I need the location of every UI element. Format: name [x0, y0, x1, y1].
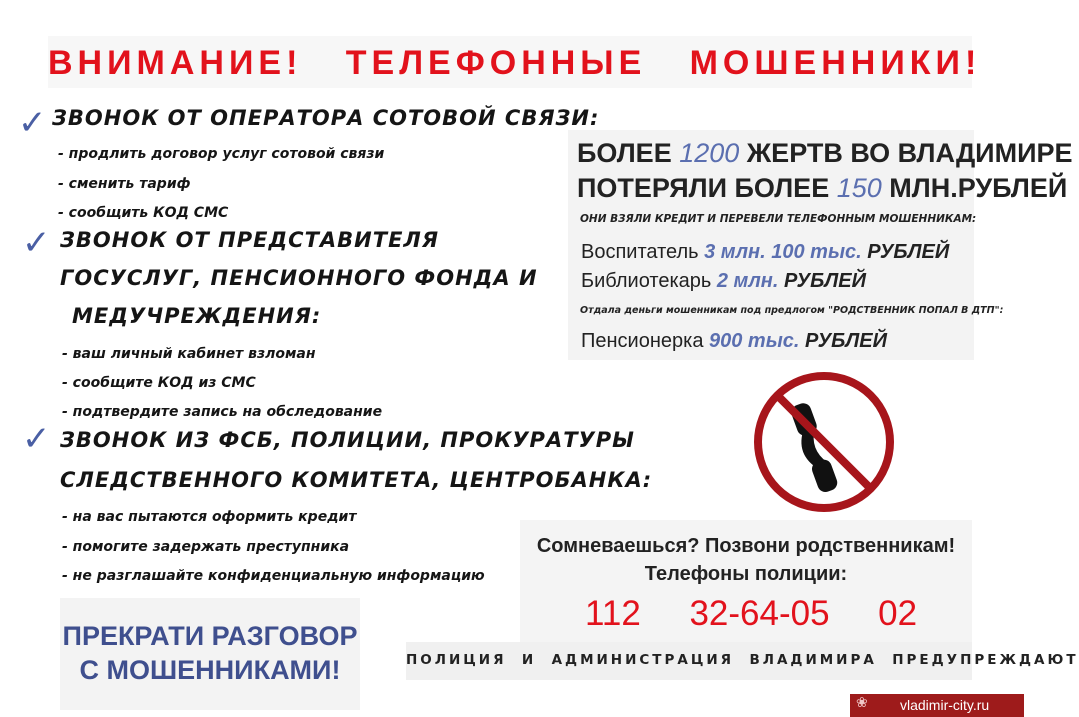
- page-title: ВНИМАНИЕ! ТЕЛЕФОННЫЕ МОШЕННИКИ!: [48, 44, 982, 82]
- warning-text: ПОЛИЦИЯ И АДМИНИСТРАЦИЯ ВЛАДИМИРА ПРЕДУПРЕЖДАЮТ: [406, 652, 1079, 668]
- victim-row: [581, 270, 866, 293]
- phone-number: 02: [878, 594, 918, 633]
- list-item: - на вас пытаются оформить кредит: [62, 509, 357, 525]
- section-heading: СЛЕДСТВЕННОГО КОМИТЕТА, ЦЕНТРОБАНКА:: [60, 468, 653, 492]
- loss-amount: 150: [836, 173, 882, 203]
- call-prompt: Сомневаешься? Позвони родственникам!: [536, 535, 956, 557]
- list-item: - сообщите КОД из СМС: [62, 375, 256, 391]
- rose-logo-icon: ❀: [856, 695, 868, 711]
- victim-role: Пенсионерка: [581, 330, 709, 352]
- victim-amount: 2 млн.: [716, 270, 779, 292]
- list-item: - помогите задержать преступника: [62, 539, 350, 555]
- stats-text: ЖЕРТВ ВО ВЛАДИМИРЕ: [739, 138, 1073, 168]
- stats-headline: [577, 173, 1067, 204]
- victim-currency: РУБЛЕЙ: [778, 270, 866, 292]
- stop-line: С МОШЕННИКАМИ!: [79, 655, 341, 685]
- list-item: - сменить тариф: [58, 176, 191, 192]
- victim-amount: 900 тыс.: [709, 330, 800, 352]
- list-item: - не разглашайте конфиденциальную информацию: [62, 568, 485, 584]
- police-phones-label: Телефоны полиции:: [644, 563, 848, 585]
- stop-line: ПРЕКРАТИ РАЗГОВОР: [62, 621, 358, 651]
- victim-row: [581, 330, 887, 353]
- checkmark-icon: ✓: [22, 419, 51, 459]
- checkmark-icon: ✓: [18, 103, 47, 143]
- victim-count: 1200: [679, 138, 740, 168]
- victim-currency: РУБЛЕЙ: [799, 330, 888, 352]
- section-heading: ЗВОНОК ОТ ОПЕРАТОРА СОТОВОЙ СВЯЗИ:: [52, 106, 600, 130]
- section-heading: МЕДУЧРЕЖДЕНИЯ:: [72, 304, 322, 328]
- list-item: - ваш личный кабинет взломан: [62, 346, 316, 362]
- stats-text: ПОТЕРЯЛИ БОЛЕЕ: [577, 173, 837, 203]
- stats-text: МЛН.РУБЛЕЙ: [881, 173, 1068, 203]
- list-item: - продлить договор услуг сотовой связи: [58, 146, 385, 162]
- victim-currency: РУБЛЕЙ: [861, 241, 950, 263]
- stop-box: [60, 598, 360, 710]
- victim-amount: 3 млн. 100 тыс.: [704, 241, 862, 263]
- police-phone-numbers: [585, 594, 917, 634]
- stats-text: БОЛЕЕ: [577, 138, 680, 168]
- list-item: - сообщить КОД СМС: [58, 205, 229, 221]
- stats-note: ОНИ ВЗЯЛИ КРЕДИТ И ПЕРЕВЕЛИ ТЕЛЕФОННЫМ МОШЕННИКАМ:: [580, 213, 977, 225]
- victim-row: [581, 241, 949, 264]
- stats-headline: [577, 138, 1073, 169]
- phone-number: 112: [585, 594, 641, 633]
- section-heading: ЗВОНОК ИЗ ФСБ, ПОЛИЦИИ, ПРОКУРАТУРЫ: [60, 428, 635, 452]
- stats-note: Отдала деньги мошенникам под предлогом "РОДСТВЕННИК ПОПАЛ В ДТП":: [580, 305, 1004, 316]
- victim-role: Библиотекарь: [581, 270, 717, 292]
- site-link[interactable]: vladimir-city.ru: [900, 697, 990, 713]
- list-item: - подтвердите запись на обследование: [62, 404, 383, 420]
- victim-role: Воспитатель: [581, 241, 705, 263]
- checkmark-icon: ✓: [22, 223, 51, 263]
- section-heading: ГОСУСЛУГ, ПЕНСИОННОГО ФОНДА И: [60, 266, 538, 290]
- section-heading: ЗВОНОК ОТ ПРЕДСТАВИТЕЛЯ: [60, 228, 440, 252]
- phone-number: 32-64-05: [689, 594, 830, 633]
- no-phone-call-icon: [748, 366, 900, 518]
